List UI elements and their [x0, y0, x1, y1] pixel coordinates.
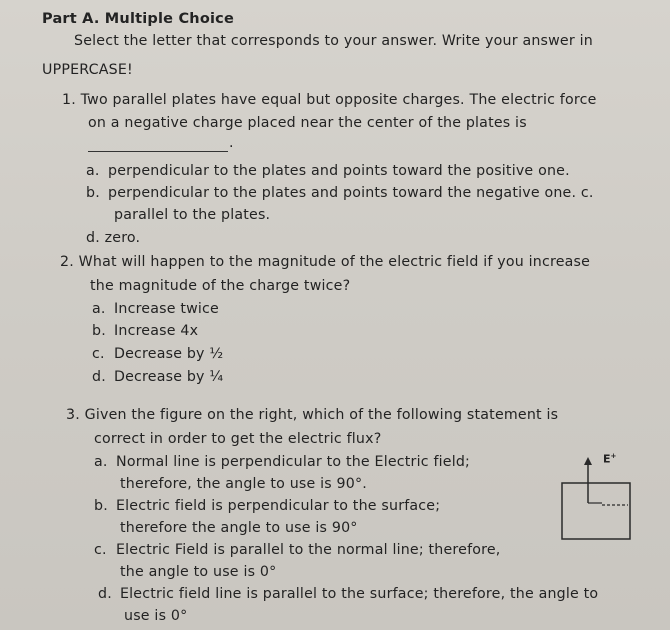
question-1-option-b: [86, 184, 594, 202]
flux-figure: [560, 453, 640, 553]
question-3-option-c: [94, 541, 501, 559]
instructions-line-1: Select the letter that corresponds to your answer. Write your answer in: [74, 33, 593, 49]
question-3-option-d: [98, 585, 598, 603]
option-letter: d.: [98, 586, 112, 602]
question-3-option-b-cont: therefore the angle to use is 90°: [120, 520, 358, 536]
flux-figure-drawing: [560, 453, 640, 553]
option-letter: a.: [94, 454, 108, 470]
surface-box: [562, 483, 630, 539]
question-3-option-a-cont: therefore, the angle to use is 90°.: [120, 476, 368, 492]
option-letter: b.: [92, 323, 106, 339]
answer-blank-line: [88, 151, 228, 152]
question-2-option-c: [92, 345, 223, 363]
option-text: Electric field is perpendicular to the surface;: [116, 498, 441, 514]
question-2-line-1: 2. What will happen to the magnitude of the electric field if you increase: [60, 254, 591, 270]
option-text: Normal line is perpendicular to the Electric field;: [116, 454, 471, 470]
question-1-option-a: [86, 162, 570, 180]
question-3-line-1: 3. Given the figure on the right, which of the following statement is: [66, 407, 559, 423]
option-text: Decrease by ¼: [114, 369, 224, 385]
field-label-text: E: [603, 452, 611, 466]
option-letter: a.: [86, 163, 100, 179]
option-letter: d.: [92, 369, 106, 385]
field-arrow-head: [584, 457, 592, 465]
question-1-option-d: d. zero.: [86, 230, 141, 246]
option-letter: b.: [94, 498, 108, 514]
section-heading: Part A. Multiple Choice: [42, 11, 234, 27]
question-1-line-2: on a negative charge placed near the center of the plates is: [88, 115, 527, 131]
option-text: Increase twice: [114, 301, 219, 317]
option-letter: c.: [94, 542, 107, 558]
option-text: perpendicular to the plates and points toward the negative one. c.: [108, 185, 594, 201]
option-text: perpendicular to the plates and points toward the positive one.: [108, 163, 570, 179]
question-3-line-2: correct in order to get the electric flux?: [94, 431, 382, 447]
question-3-option-c-cont: the angle to use is 0°: [120, 564, 277, 580]
question-2-option-b: [92, 322, 198, 340]
option-letter: b.: [86, 185, 100, 201]
option-text: Increase 4x: [114, 323, 199, 339]
question-3-option-a: [94, 453, 470, 471]
question-3-option-d-cont: use is 0°: [124, 608, 188, 624]
option-letter: c.: [92, 346, 105, 362]
question-1-option-c: parallel to the plates.: [114, 207, 271, 223]
option-text: Electric field line is parallel to the surface; therefore, the angle to: [120, 586, 599, 602]
question-2-line-2: the magnitude of the charge twice?: [90, 278, 351, 294]
option-letter: a.: [92, 301, 106, 317]
question-2-option-d: [92, 368, 223, 386]
question-3-option-b: [94, 497, 440, 515]
question-1-line-1: 1. Two parallel plates have equal but opposite charges. The electric force: [62, 92, 597, 108]
instructions-line-2: UPPERCASE!: [42, 62, 133, 78]
blank-period: .: [229, 135, 234, 151]
question-2-option-a: [92, 300, 219, 318]
option-text: Electric Field is parallel to the normal line; therefore,: [116, 542, 501, 558]
option-text: Decrease by ½: [114, 346, 224, 362]
field-label: E+: [603, 452, 617, 466]
